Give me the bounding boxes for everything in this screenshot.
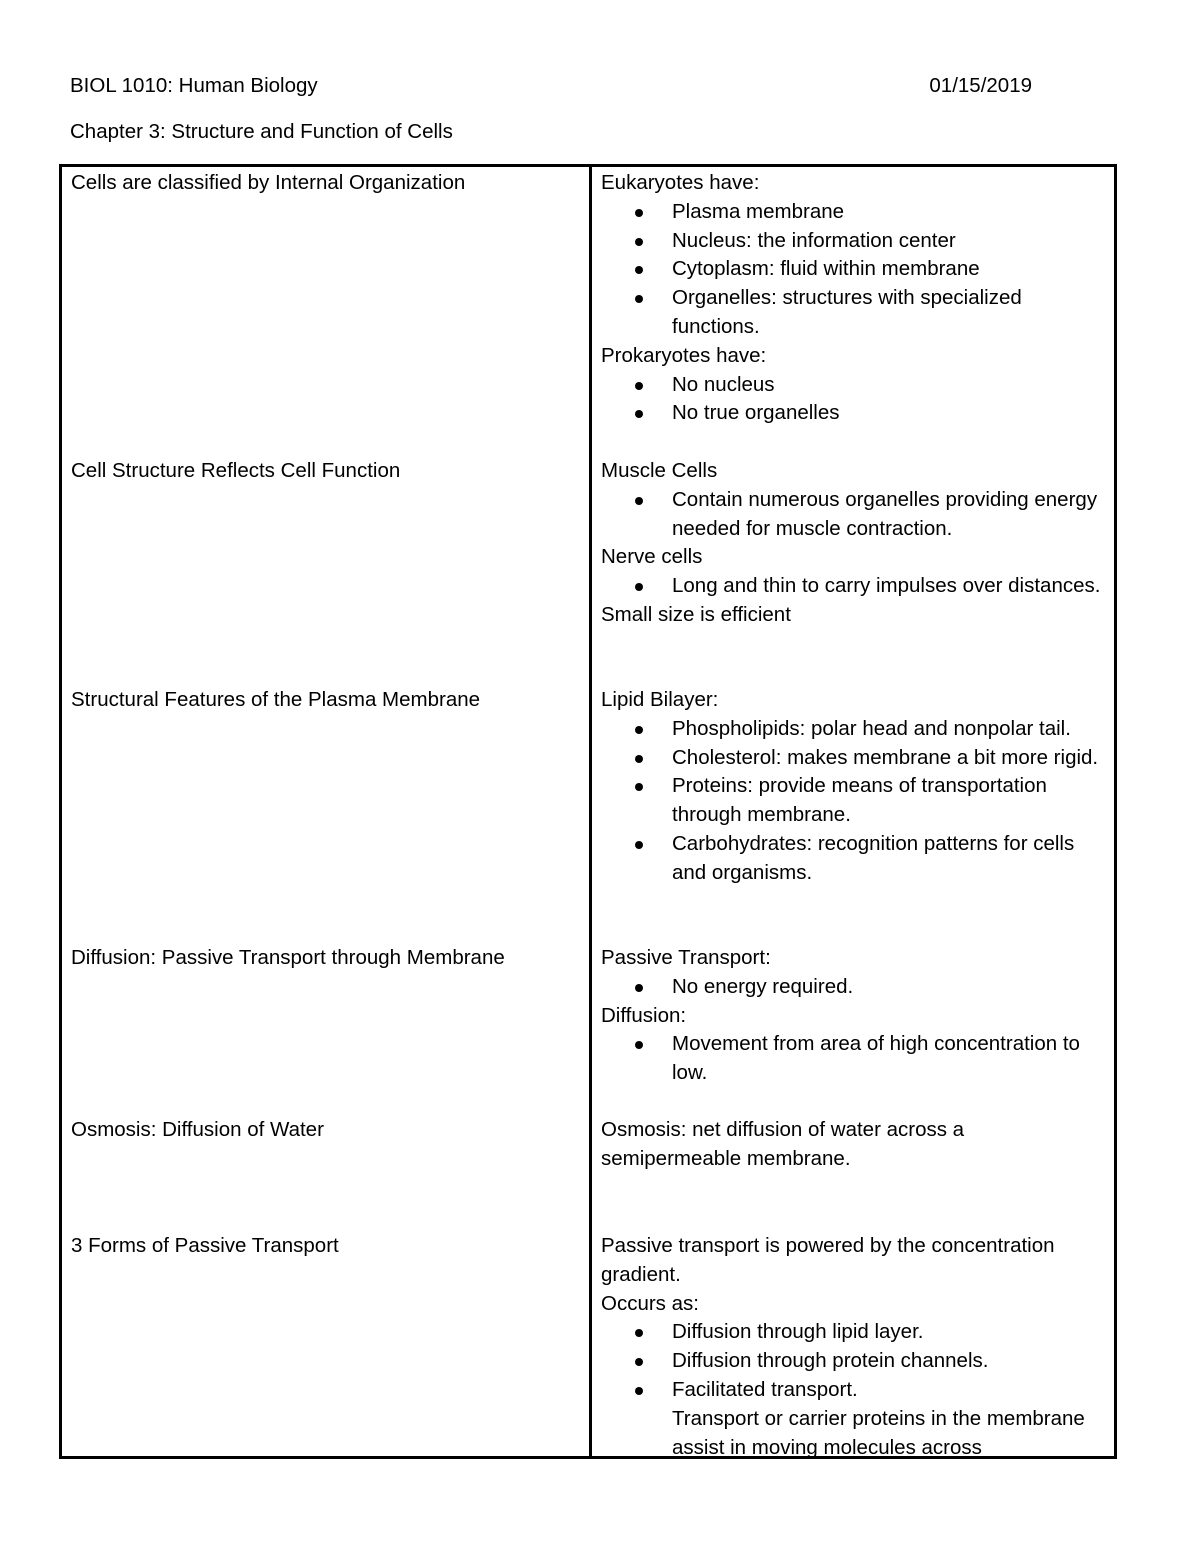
bullet-list [601,973,1108,1002]
bullet-icon [635,1358,643,1366]
list-item [601,371,1108,400]
list-item [601,715,1108,744]
bullet-list [601,198,1108,342]
list-item [601,973,1108,1002]
bullet-icon [635,295,643,303]
bullet-list [601,1318,1108,1462]
notes-heading: Lipid Bilayer: [601,688,719,711]
bullet-icon [635,1387,643,1395]
topic-label: Diffusion: Passive Transport through Membrane [71,946,505,969]
bullet-text: Carbohydrates: recognition patterns for cells and organisms. [672,831,1075,884]
list-item [601,486,1108,544]
bullet-icon [635,382,643,390]
notes-block [601,457,1108,630]
list-item [601,284,1108,342]
bullet-list [601,1030,1108,1088]
list-item [601,255,1108,284]
bullet-list [601,715,1108,888]
bullet-text: Organelles: structures with specialized functions. [672,286,1022,338]
notes-heading: Muscle Cells [601,459,718,482]
bullet-text: Contain numerous organelles providing energy needed for muscle contraction. [672,487,1098,540]
bullet-icon [635,497,643,505]
notes-block [601,1116,1108,1174]
notes-heading: Eukaryotes have: [601,171,760,194]
bullet-text: Phospholipids: polar head and nonpolar tail. [672,716,1071,740]
bullet-icon [635,583,643,591]
bullet-text: Cytoplasm: fluid within membrane [672,257,980,281]
topic-label: Structural Features of the Plasma Membrane [71,688,481,711]
bullet-text: Diffusion through lipid layer. [672,1320,924,1344]
bullet-text: No true organelles [672,401,840,425]
bullet-text: Proteins: provide means of transportation through membrane. [672,774,1047,827]
bullet-text: Facilitated transport. [672,1377,858,1401]
notes-heading: Occurs as: [601,1291,699,1315]
list-item [601,1318,1108,1347]
bullet-text: Movement from area of high concentration to low. [672,1032,1080,1085]
bullet-list [601,486,1108,544]
notes-heading: Small size is efficient [601,602,791,626]
list-item [601,744,1108,773]
notes-column [592,167,1114,1459]
bullet-text: No energy required. [672,974,854,998]
bullet-list [601,371,1108,429]
bullet-icon [635,410,643,418]
list-item [601,1376,1108,1462]
list-item [601,399,1108,428]
list-item [601,830,1108,888]
notes-heading: Nerve cells [601,545,703,569]
bullet-icon [635,1041,643,1049]
bullet-icon [635,209,643,217]
topics-column [62,167,592,1456]
bullet-subtext: Transport or carrier proteins in the membrane assist in moving molecules across [672,1406,1085,1459]
list-item [601,1030,1108,1088]
notes-heading: Passive transport is powered by the concentration gradient. [601,1234,1055,1286]
bullet-icon [635,783,643,791]
topic-label: Cell Structure Reflects Cell Function [71,459,401,482]
topic-label: Cells are classified by Internal Organization [71,171,466,194]
list-item [601,227,1108,256]
list-item [601,198,1108,227]
list-item [601,1347,1108,1376]
bullet-icon [635,984,643,992]
notes-heading: Passive Transport: [601,946,771,969]
document-header [70,73,1032,99]
bullet-icon [635,266,643,274]
notes-table [59,164,1117,1459]
bullet-text: Nucleus: the information center [672,228,956,252]
bullet-text: Plasma membrane [672,199,845,223]
list-item [601,772,1108,830]
notes-block [601,169,1108,428]
document-date: 01/15/2019 [929,74,1032,97]
notes-heading: Diffusion: [601,1003,687,1027]
bullet-icon [635,1329,643,1337]
notes-block [601,1232,1108,1462]
chapter-title: Chapter 3: Structure and Function of Cells [70,120,453,143]
course-title: BIOL 1010: Human Biology [70,74,318,97]
notes-block [601,686,1108,888]
bullet-icon [635,841,643,849]
bullet-list [601,572,1108,601]
list-item [601,572,1108,601]
bullet-text: Long and thin to carry impulses over distances. [672,574,1101,598]
notes-block [601,944,1108,1088]
bullet-icon [635,755,643,763]
topic-label: 3 Forms of Passive Transport [71,1234,339,1257]
bullet-text: Diffusion through protein channels. [672,1349,989,1373]
bullet-text: No nucleus [672,372,775,396]
notes-heading: Prokaryotes have: [601,343,767,367]
bullet-icon [635,726,643,734]
bullet-text: Cholesterol: makes membrane a bit more rigid. [672,745,1099,769]
topic-label: Osmosis: Diffusion of Water [71,1118,324,1141]
notes-heading: Osmosis: net diffusion of water across a semipermeable membrane. [601,1118,965,1170]
bullet-icon [635,238,643,246]
